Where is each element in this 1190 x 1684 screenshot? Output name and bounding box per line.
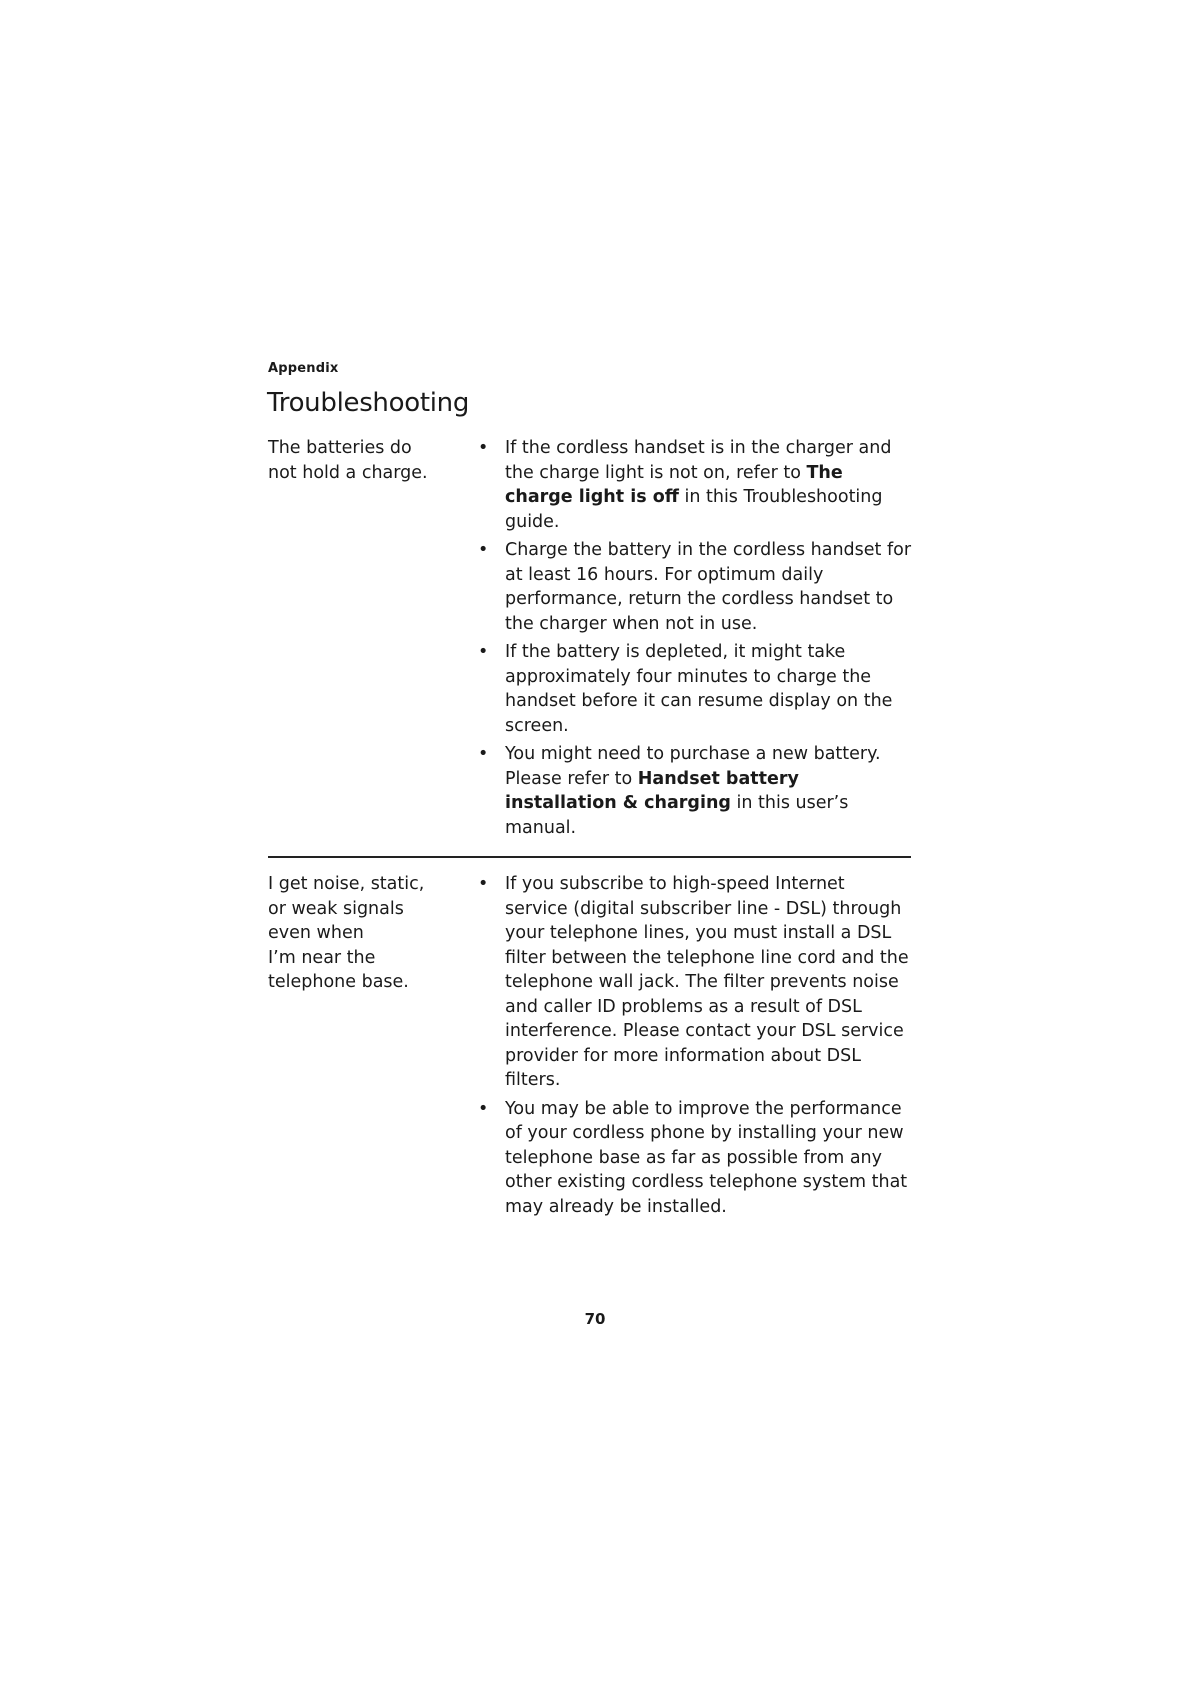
solution-list xyxy=(478,872,911,1223)
solution-item xyxy=(478,742,911,840)
solution-item xyxy=(478,538,911,636)
page-title: Troubleshooting xyxy=(267,388,470,418)
solution-text: in this Troubleshooting guide. xyxy=(505,487,883,532)
row-divider xyxy=(268,856,911,858)
solution-text: Charge the battery in the cordless handset for at least 16 hours. For optimum daily performance, return the cordless handset to the charger when not in use. xyxy=(505,540,912,634)
problem-description: I get noise, static, or weak signals even when I’m near the telephone base. xyxy=(268,874,425,992)
solution-text: If you subscribe to high-speed Internet service (digital subscriber line - DSL) through your telephone lines, you must install a DSL filter between the telephone line cord and the telephone wall jack. The filter prevents noise and caller ID problems as a result of DSL interference. Please contact your DSL service provider for more information about DSL filters. xyxy=(505,874,909,1090)
problem-description: The batteries do not hold a charge. xyxy=(268,438,428,483)
page-number: 70 xyxy=(584,1310,606,1328)
solution-text: If the cordless handset is in the charger and the charge light is not on, refer to xyxy=(505,438,892,483)
section-label: Appendix xyxy=(268,361,339,376)
troubleshooting-table xyxy=(268,436,911,1223)
cross-reference: The charge light is off xyxy=(505,462,843,507)
troubleshooting-row xyxy=(268,872,911,1223)
solution-item xyxy=(478,640,911,738)
solution-text: If the battery is depleted, it might take approximately four minutes to charge the handset before it can resume display on the screen. xyxy=(505,642,893,736)
solution-text: in this user’s manual. xyxy=(505,793,849,838)
solution-list xyxy=(478,436,911,844)
solution-item xyxy=(478,436,911,534)
cross-reference: Handset battery installation & charging xyxy=(505,768,799,813)
solution-item xyxy=(478,872,911,1093)
solution-text: You might need to purchase a new battery. Please refer to xyxy=(505,744,881,789)
solution-text: You may be able to improve the performance of your cordless phone by installing your new telephone base as far as possible from any other existing cordless telephone system that may already be installed. xyxy=(505,1098,908,1217)
troubleshooting-row xyxy=(268,436,911,844)
solution-item xyxy=(478,1097,911,1220)
